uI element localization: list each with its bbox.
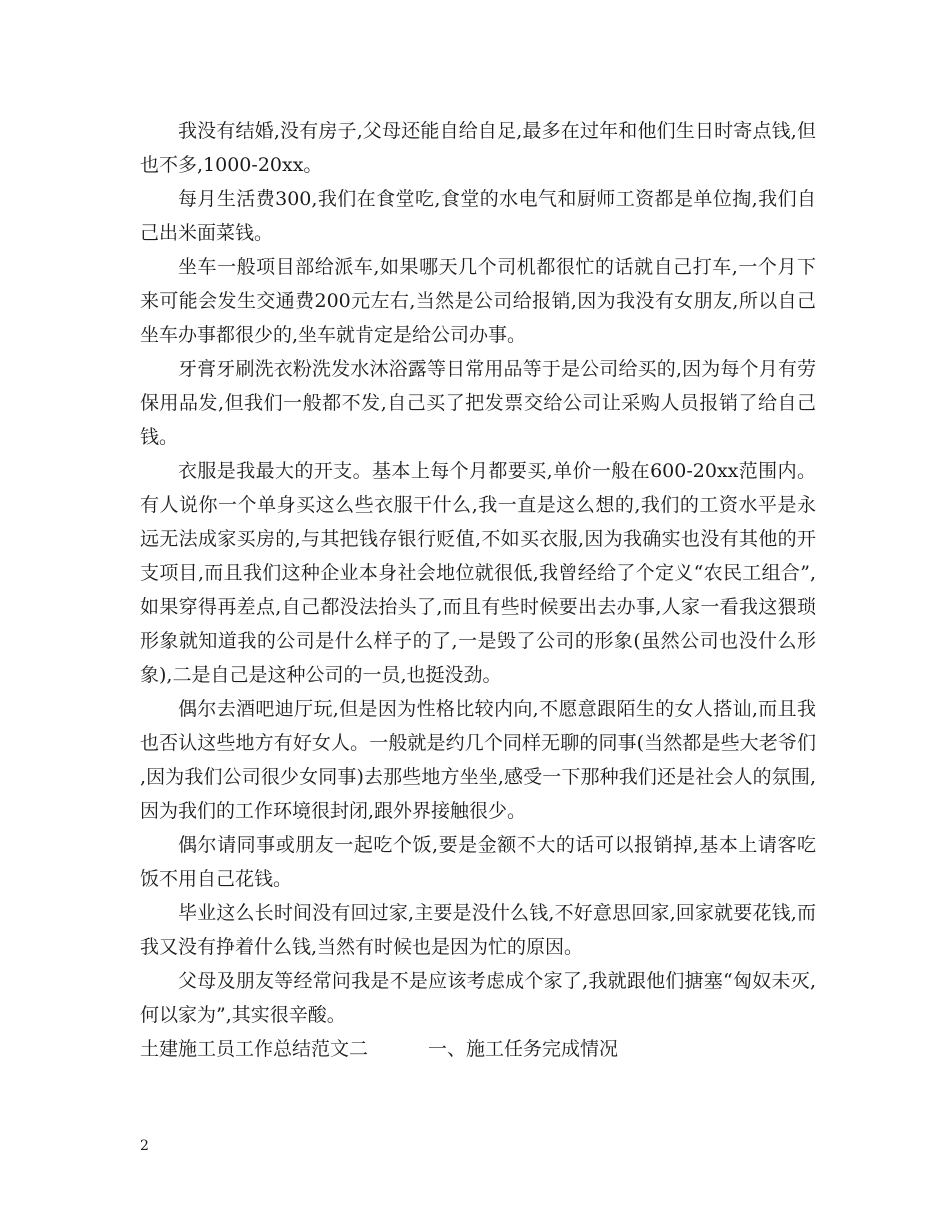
paragraph-9: 父母及朋友等经常问我是不是应该考虑成个家了,我就跟他们搪塞“匈奴未灭,何以家为”,其实很辛酸。	[140, 970, 816, 1026]
page-number: 2	[140, 1138, 149, 1154]
heading-title: 土建施工员工作总结范文二	[140, 1038, 369, 1060]
paragraph-7: 偶尔请同事或朋友一起吃个饭,要是金额不大的话可以报销掉,基本上请客吃饭不用自己花钱。	[140, 834, 816, 890]
heading-section: 一、施工任务完成情况	[428, 1038, 619, 1060]
document-body	[140, 114, 816, 1066]
paragraph-1: 我没有结婚,没有房子,父母还能自给自足,最多在过年和他们生日时寄点钱,但也不多,1000-20xx。	[140, 120, 816, 176]
paragraph-2: 每月生活费300,我们在食堂吃,食堂的水电气和厨师工资都是单位掏,我们自己出米面菜钱。	[140, 188, 816, 244]
paragraph-8: 毕业这么长时间没有回过家,主要是没什么钱,不好意思回家,回家就要花钱,而我又没有挣着什么钱,当然有时候也是因为忙的原因。	[140, 902, 816, 958]
paragraph-4: 牙膏牙刷洗衣粉洗发水沐浴露等日常用品等于是公司给买的,因为每个月有劳保用品发,但我们一般都不发,自己买了把发票交给公司让采购人员报销了给自己钱。	[140, 358, 816, 448]
paragraph-6: 偶尔去酒吧迪厅玩,但是因为性格比较内向,不愿意跟陌生的女人搭讪,而且我也否认这些地方有好女人。一般就是约几个同样无聊的同事(当然都是些大老爷们,因为我们公司很少女同事)去那些地方坐坐,感受一下那种我们还是社会人的氛围,因为我们的工作环境很封闭,跟外界接触很少。	[140, 698, 816, 822]
section-heading	[140, 1032, 816, 1066]
paragraph-3: 坐车一般项目部给派车,如果哪天几个司机都很忙的话就自己打车,一个月下来可能会发生交通费200元左右,当然是公司给报销,因为我没有女朋友,所以自己坐车办事都很少的,坐车就肯定是给公司办事。	[140, 256, 816, 346]
paragraph-5: 衣服是我最大的开支。基本上每个月都要买,单价一般在600-20xx范围内。有人说你一个单身买这么些衣服干什么,我一直是这么想的,我们的工资水平是永远无法成家买房的,与其把钱存银行贬值,不如买衣服,因为我确实也没有其他的开支项目,而且我们这种企业本身社会地位就很低,我曾经给了个定义“农民工组合”,如果穿得再差点,自己都没法抬头了,而且有些时候要出去办事,人家一看我这猥琐形象就知道我的公司是什么样子的了,一是毁了公司的形象(虽然公司也没什么形象),二是自己是这种公司的一员,也挺没劲。	[140, 460, 816, 686]
